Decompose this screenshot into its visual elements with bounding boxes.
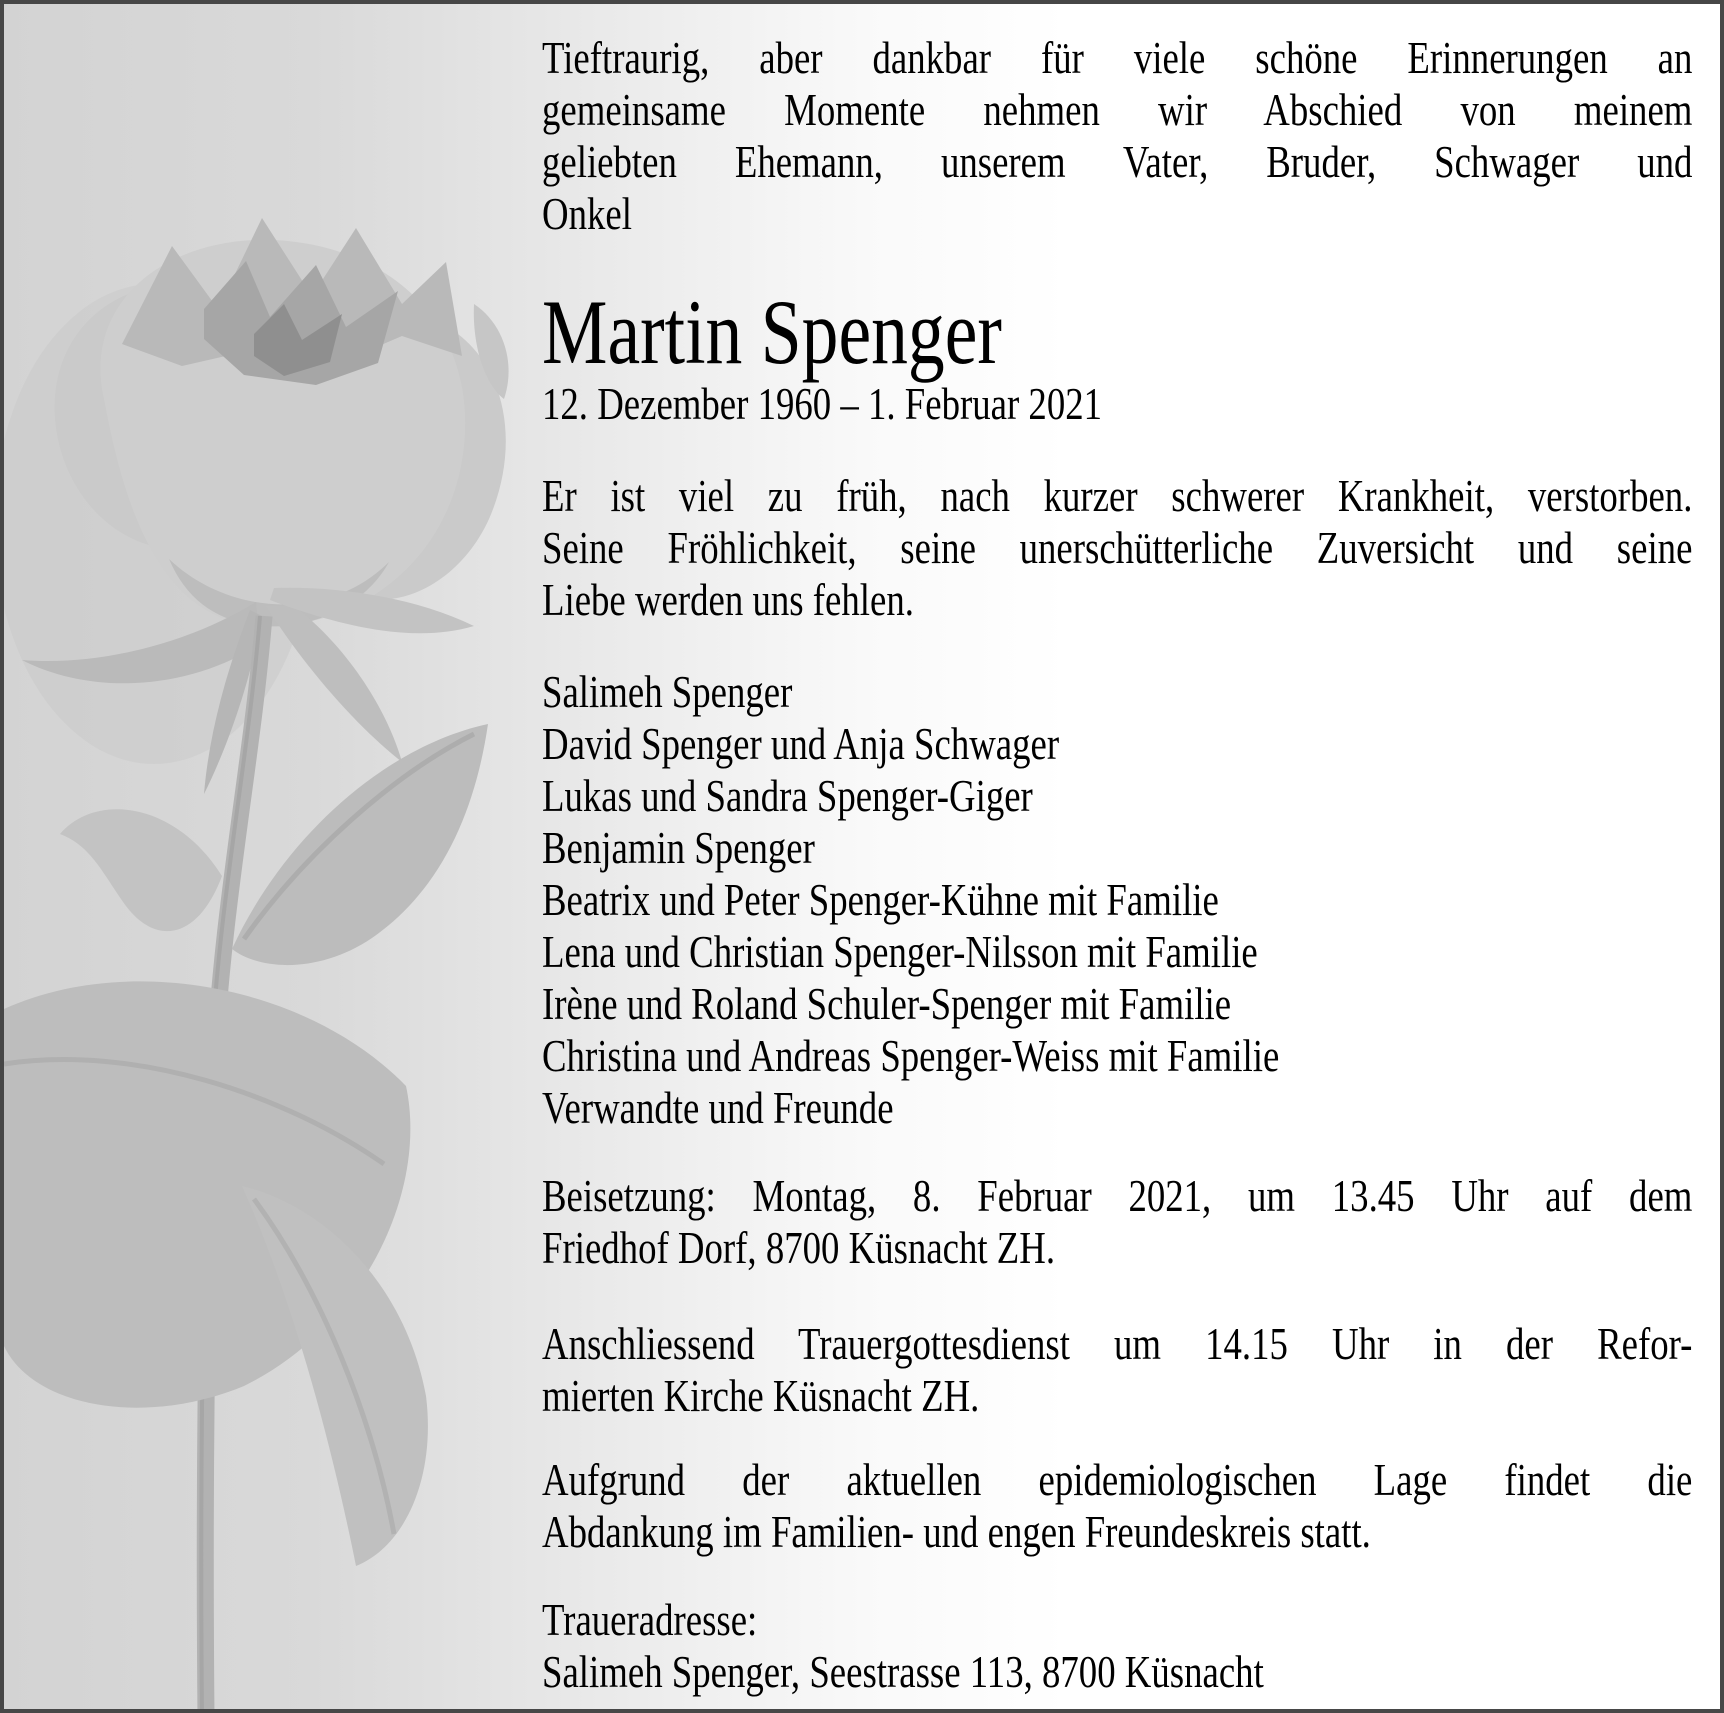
text-line: Lena und Christian Spenger-Nilsson mit Familie (542, 926, 1258, 977)
text-line: Verwandte und Freunde (542, 1082, 894, 1133)
text-line: Beatrix und Peter Spenger-Kühne mit Familie (542, 874, 1219, 925)
text-line: David Spenger und Anja Schwager (542, 718, 1060, 769)
text-line: Salimeh Spenger (542, 666, 793, 717)
text-line: Salimeh Spenger, Seestrasse 113, 8700 Küsnacht (542, 1646, 1264, 1697)
text-line: Seine Fröhlichkeit, seine unerschütterliche Zuversicht und seine (542, 522, 1693, 573)
text-line: Traueradresse: (542, 1594, 758, 1645)
text-line: mierten Kirche Küsnacht ZH. (542, 1370, 980, 1421)
life-dates: 12. Dezember 1960 – 1. Februar 2021 (542, 378, 1103, 429)
text-line: gemeinsame Momente nehmen wir Abschied von meinem (542, 84, 1693, 135)
text-line: Anschliessend Trauergottesdienst um 14.15 Uhr in der Refor- (542, 1318, 1693, 1369)
notice-text (542, 4, 1692, 1698)
covid-note (542, 1454, 1692, 1558)
text-line: Christina und Andreas Spenger-Weiss mit Familie (542, 1030, 1280, 1081)
text-line: Tieftraurig, aber dankbar für viele schöne Erinnerungen an (542, 32, 1693, 83)
text-line: Friedhof Dorf, 8700 Küsnacht ZH. (542, 1222, 1056, 1273)
deceased-name: Martin Spenger (542, 281, 1002, 383)
mourning-address (542, 1594, 1692, 1698)
burial-info (542, 1170, 1692, 1274)
rose-image (4, 4, 604, 1713)
text-line: Er ist viel zu früh, nach kurzer schwerer Krankheit, verstorben. (542, 470, 1693, 521)
mourners-list (542, 666, 1692, 1134)
text-line: Lukas und Sandra Spenger-Giger (542, 770, 1033, 821)
text-line: Benjamin Spenger (542, 822, 815, 873)
service-info (542, 1318, 1692, 1422)
intro-paragraph (542, 32, 1692, 240)
text-line: geliebten Ehemann, unserem Vater, Bruder, Schwager und (542, 136, 1693, 187)
text-line: Abdankung im Familien- und engen Freundeskreis statt. (542, 1506, 1371, 1557)
obituary-paragraph (542, 470, 1692, 626)
text-line: Beisetzung: Montag, 8. Februar 2021, um 13.45 Uhr auf dem (542, 1170, 1693, 1221)
text-line: Aufgrund der aktuellen epidemiologischen Lage findet die (542, 1454, 1693, 1505)
text-line: Onkel (542, 188, 632, 239)
text-line: Liebe werden uns fehlen. (542, 574, 914, 625)
text-line: Irène und Roland Schuler-Spenger mit Familie (542, 978, 1232, 1029)
